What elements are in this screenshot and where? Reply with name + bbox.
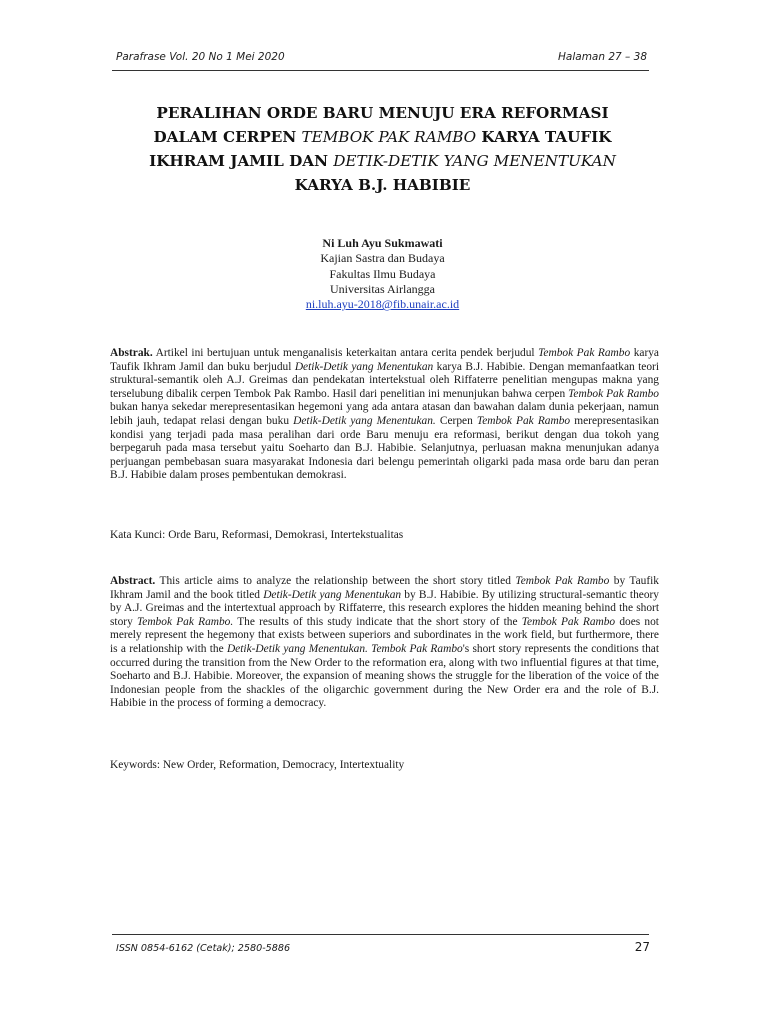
abstract-label: Abstract.: [110, 575, 156, 587]
title-text: KARYA TAUFIK: [476, 128, 612, 146]
abstrak-italic: Detik-Detik yang Menentukan: [294, 360, 434, 373]
abstrak-italic: Tembok Pak Rambo: [538, 347, 631, 359]
page-range: Halaman 27 – 38: [558, 51, 647, 63]
footer-rule: [112, 934, 649, 935]
abstrak-text: merepresentasikan kondisi yang terjadi pada masa peralihan dari orde Baru menuju era reformasi, berikut dengan dua tokoh yang berpegaruh pada masa tersebut yaitu Soeharto dan B.J. Habibie. Selanjutnya, perluasan makna menunjukan adanya perjuangan pembebasan suara masyarakat Indonesia dari belengu pemerintah oligarki pada masa orde baru dan peran B.J. Habibie dalam proses pembentukan demokrasi.: [110, 414, 659, 482]
title-text: DALAM CERPEN: [153, 128, 302, 146]
abstract-italic: Detik-Detik yang Menentukan. Tembok Pak Rambo: [226, 642, 463, 655]
abstract-italic: Detik-Detik yang Menentukan: [263, 588, 402, 601]
abstrak-paragraph: [110, 347, 659, 483]
abstract-text: 's short story represents the conditions that occurred during the transition from the New Order to the reformation era, along with two influential figures at that time, Soeharto and B.J. Habibie. Moreover, the expansion of meaning shows the struggle for the liberation of the voice of the Indonesian people from the shackles of the oligarchic government during the New Order era and the role of B.J. Habibie in the process of forming a democracy.: [110, 642, 660, 710]
abstract-italic: Tembok Pak Rambo: [521, 615, 616, 628]
abstract-italic: Tembok Pak Rambo: [515, 575, 610, 587]
author-block: [112, 236, 653, 312]
author-faculty: Fakultas Ilmu Budaya: [329, 266, 436, 281]
abstrak-label: Abstrak.: [110, 347, 153, 359]
abstrak-text: Cerpen: [435, 414, 477, 427]
title-line: [112, 125, 653, 149]
page-number: 27: [634, 940, 650, 954]
title-italic-text: DETIK-DETIK YANG MENENTUKAN: [333, 152, 616, 170]
title-line: PERALIHAN ORDE BARU MENUJU ERA REFORMASI: [156, 104, 609, 122]
abstract-text: by B.J. Habibie. By utilizing structural-semantic theory by A.J. Greimas and the intertextual approach by Riffaterre, this research explores the hidden meaning behind the short story: [110, 588, 660, 628]
abstract-text: by Taufik Ikhram Jamil and the book titled: [110, 575, 659, 601]
kata-kunci: Kata Kunci: Orde Baru, Reformasi, Demokrasi, Intertekstualitas: [110, 529, 404, 541]
abstract-text: does not merely represent the hegemony that exists between superiors and subordinates in the work field, but furthermore, there is a relationship with the: [110, 615, 659, 655]
article-title: [112, 101, 653, 197]
author-department: Kajian Sastra dan Budaya: [320, 251, 445, 266]
author-name: Ni Luh Ayu Sukmawati: [322, 236, 443, 250]
abstract-text: The results of this study indicate that the short story of the: [233, 615, 522, 628]
author-university: Universitas Airlangga: [330, 281, 435, 296]
abstract-paragraph: [110, 575, 659, 711]
issn: ISSN 0854-6162 (Cetak); 2580-5886: [116, 943, 291, 954]
title-line: [112, 149, 653, 173]
title-italic-text: TEMBOK PAK RAMBO: [301, 128, 477, 146]
abstrak-text: bukan hanya sekedar merepresentasikan hegemoni yang ada antara atasan dan bawahan dalam dunia pekerjaan, namun lebih jauh, tedapat relasi dengan buku: [110, 401, 659, 427]
abstract-text: This article aims to analyze the relationship between the short story titled: [155, 575, 516, 587]
abstrak-text: karya B.J. Habibie. Dengan memanfaatkan teori struktural-semantik oleh A.J. Greimas dan pendekatan intertekstual oleh Riffaterre penelitian mengupas makna yang terselubung dibalik cerpen Tembok Pak Rambo. Hasil dari penelitian ini menunjukan bahwa cerpen: [110, 360, 659, 400]
author-email-link[interactable]: ni.luh.ayu-2018@fib.unair.ac.id: [305, 297, 460, 312]
title-line: KARYA B.J. HABIBIE: [294, 176, 471, 194]
title-text: IKHRAM JAMIL DAN: [149, 152, 334, 170]
abstrak-italic: Tembok Pak Rambo: [476, 414, 571, 427]
abstrak-italic: Detik-Detik yang Menentukan.: [293, 414, 436, 427]
abstrak-text: karya Taufik Ikhram Jamil dan buku berjudul: [110, 347, 659, 373]
abstract-italic: Tembok Pak Rambo.: [136, 615, 234, 628]
keywords: Keywords: New Order, Reformation, Democracy, Intertextuality: [110, 759, 405, 771]
running-header: [112, 49, 649, 67]
header-rule: [112, 70, 649, 71]
journal-citation: Parafrase Vol. 20 No 1 Mei 2020: [116, 51, 285, 63]
abstrak-italic: Tembok Pak Rambo: [568, 387, 659, 400]
abstrak-text: Artikel ini bertujuan untuk menganalisis keterkaitan antara cerita pendek berjudul: [152, 347, 539, 359]
